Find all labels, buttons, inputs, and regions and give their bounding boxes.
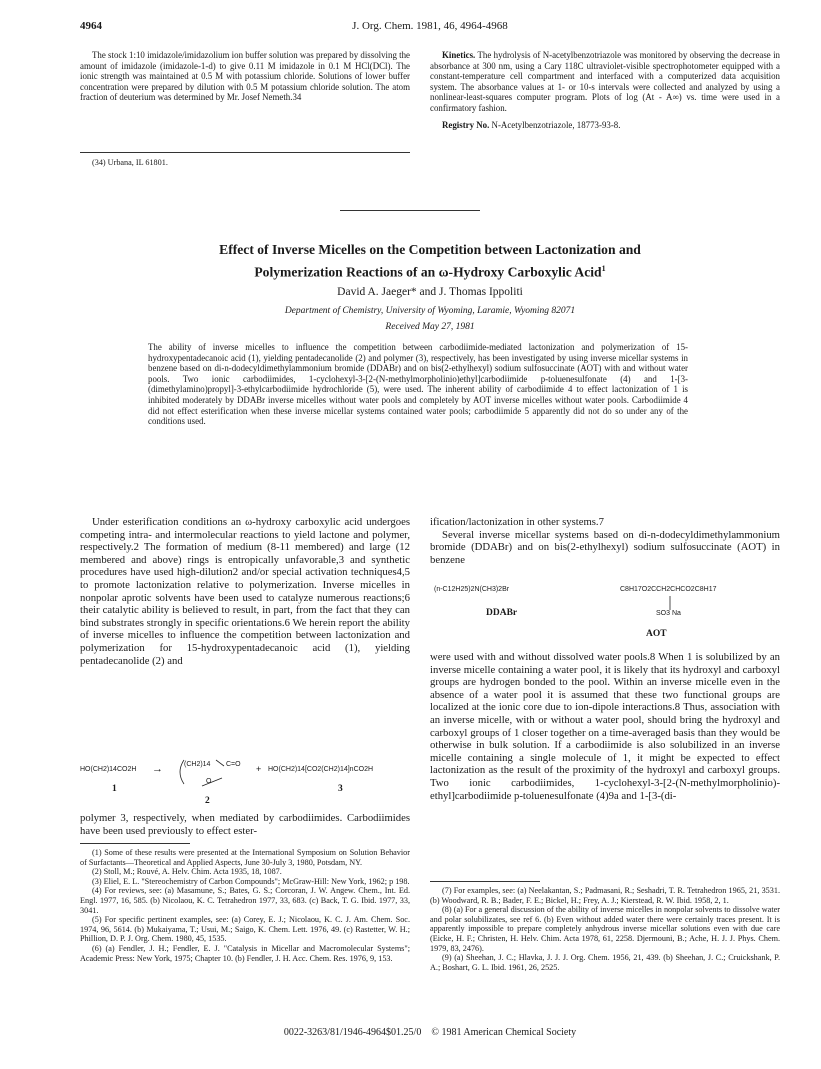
- footnote-34: (34) Urbana, IL 61801.: [92, 158, 168, 167]
- body-left-para2: [80, 812, 410, 837]
- authors: David A. Jaeger* and J. Thomas Ippoliti: [337, 286, 523, 298]
- reactant-formula: HO(CH2)14CO2H: [80, 766, 137, 773]
- aot-bond: [668, 596, 672, 610]
- footnote-rule-left: [80, 843, 190, 844]
- abstract: The ability of inverse micelles to influence the competition between carbodiimide-mediated lactonization and polymerization of 15-hydroxypentadecanoic acid (1), yielding pentadecanolide (2) and polymer (3), respectively, has been investigated by using inverse micellar systems in benzene based on di-n-dodecyldimethylammonium bromide (DDABr) and on bis(2-ethylhexyl) sodium sulfosuccinate (AOT) with and without water pools. Two ionic carbodiimides, 1-cyclohexyl-3-[2-(N-methylmorpholinio)ethyl]carbodiimide p-toluenesulfonate (4) and 1-[3-(dimethylamino)propyl]-3-ethylcarbodiimide hydrochloride (5), were used. The inherent ability of carbodiimide 4 to effect lactonization of 1 is inhibited moderately by DDABr inverse micelles without water pools and completely by AOT inverse micelles without water pools. Carbodiimide 4 did not effect esterification when these inverse micellar systems contained water pools; carbodiimide 5 apparently did not do so under any of the conditions used.: [148, 342, 688, 427]
- kinetics-heading: Kinetics.: [442, 50, 476, 60]
- title-line-1: Effect of Inverse Micelles on the Competition between Lactonization and: [219, 242, 641, 257]
- running-header: [80, 20, 780, 34]
- experimental-paragraph: The stock 1:10 imidazole/imidazolium ion buffer solution was prepared by dissolving the amount of imidazole (imidazole-1-d) to give 0.11 M imidazole in 0.1 M HCl(DCl). The ionic strength was maintained at 0.5 M with potassium chloride. Solutions of lower buffer concentration were prepared by dilution with 0.5 M potassium chloride solution. The atom fraction of deuterium was determined by Mr. Josef Nemeth.34: [80, 50, 410, 102]
- footnote-2: (2) Stoll, M.; Rouvé, A. Helv. Chim. Acta 1935, 18, 1087.: [92, 867, 282, 877]
- compound-label-2: 2: [205, 796, 210, 806]
- top-left-paragraph: [80, 50, 410, 103]
- compound-label-1: 1: [112, 784, 117, 794]
- received-date: Received May 27, 1981: [385, 322, 475, 332]
- ring-oxygen: O: [206, 778, 212, 785]
- ddabr-label: DDABr: [486, 608, 518, 618]
- page-footer: [80, 1027, 780, 1038]
- compound-label-3: 3: [338, 784, 343, 794]
- polymer-formula: HO(CH2)14[CO2(CH2)14]nCO2H: [268, 766, 374, 773]
- section-divider: [340, 210, 480, 211]
- reaction-scheme: [80, 752, 410, 812]
- continuation-paragraph: polymer 3, respectively, when mediated by carbodiimides. Carbodiimides have been used previously to effect ester-: [80, 812, 410, 837]
- surfactant-structures: [430, 578, 780, 644]
- registry-heading: Registry No.: [442, 120, 490, 130]
- intro-paragraph: Under esterification conditions an ω-hydroxy carboxylic acid undergoes competing intra- and intermolecular reactions to yield lactone and polymer, respectively.2 The formation of medium (8-11 membered) and large (12 membered and above) rings is entropically unfavorable,3 and synthetic procedures have used high-dilution2 and/or special activation techniques4,5 to promote lactonization relative to polymerization. Inverse micelles in nonpolar aprotic solvents have been used to catalyze numerous reactions;6 their catalytic ability is believed to result, in part, from the fact that they can bind substrates strongly in specific orientations.6 We herein report the ability of inverse micelles to influence the competition between lactonization and polymerization for 15-hydroxypentadecanoic acid (1), yielding pentadecanolide (2) and: [80, 516, 410, 667]
- reaction-arrow: →: [152, 763, 163, 775]
- solubilization-paragraph: were used with and without dissolved water pools.8 When 1 is solubilized by an inverse micelle containing a water pool, it is likely that its hydroxyl and carboxyl groups are hydrogen bonded to the pool. Within an inverse micelle even in the absence of a water pool it is assumed that these two functional groups are localized at the ionic core due to ion-dipole interactions.8 Thus, association with an inverse micelle, with or without a water pool, should bring the hydroxyl and carboxyl groups of 1 closer together on a time-averaged basis than they would be otherwise in bulk solution. If a carbodiimide is also solubilized in an inverse micelle containing a single molecule of 1, it might be expected to effect lactonization as the result of the proximity of the hydroxyl and carboxyl groups. Two ionic carbodiimides, 1-cyclohexyl-3-[2-(N-methylmorpholinio)-ethyl]carbodiimide p-toluenesulfonate (4)9a and 1-[3-(di-: [430, 651, 780, 802]
- footnote-6: (6) (a) Fendler, J. H.; Fendler, E. J. "Catalysis in Micellar and Macromolecular Systems"; Academic Press: New York, 1975; Chapter 10. (b) Fendler, J. H. Acc. Chem. Res. 1976, 9, 153.: [80, 943, 410, 963]
- ddabr-formula: (n-C12H25)2N(CH3)2Br: [434, 586, 510, 593]
- journal-citation: J. Org. Chem. 1981, 46, 4964-4968: [352, 20, 508, 32]
- footnote-rule-right: [430, 881, 540, 882]
- kinetics-section: [430, 50, 780, 131]
- issn-code: 0022-3263/81/1946-4964$01.25/0: [283, 1027, 422, 1038]
- page-number: 4964: [80, 20, 102, 32]
- footnotes-right: [430, 886, 780, 972]
- ification-line: ification/lactonization in other systems.7: [430, 516, 604, 528]
- article-title: [80, 240, 780, 282]
- footnote-4: (4) For reviews, see: (a) Masamune, S.; Bates, G. S.; Corcoran, J. W. Angew. Chem., Int. Ed. Engl. 1977, 16, 585. (b) Nicolaou, K. C. Tetrahedron 1977, 33, 683. (c) Back, T. G. Ibid. 1977, 33, 3041.: [80, 886, 410, 915]
- lactone-ring-bonds: [172, 752, 242, 792]
- title-line-2: Polymerization Reactions of an ω-Hydroxy Carboxylic Acid: [254, 264, 602, 280]
- systems-paragraph: Several inverse micellar systems based on di-n-dodecyldimethylammonium bromide (DDABr) and on bis(2-ethylhexyl) sodium sulfosuccinate (AOT) in benzene: [430, 528, 780, 566]
- title-footnote-mark: 1: [601, 264, 606, 273]
- body-left-para1: [80, 516, 410, 667]
- footnote-8: (8) (a) For a general discussion of the ability of inverse micelles in nonpolar solvents to dissolve water and polar solubilizates, see ref 6. (b) Even without added water there were certainly traces present. It is apparently impossible to prepare completely anhydrous inverse micellar solutions even with due care (Eicke, H. F.; Christen, H. Helv. Chim. Acta 1978, 61, 2258. Djermouni, B.; Ache, H. J. J. Phys. Chem. 1979, 83, 2476).: [430, 905, 780, 953]
- footnote-1: (1) Some of these results were presented at the International Symposium on Solution Behavior of Surfactants—Theoretical and Applied Aspects, June 30-July 3, 1980, Potsdam, NY.: [80, 848, 410, 867]
- footnote-rule-top: [80, 152, 410, 153]
- affiliation: Department of Chemistry, University of Wyoming, Laramie, Wyoming 82071: [284, 306, 576, 316]
- aot-sulfonate: SO3 Na: [656, 610, 681, 617]
- body-right-para1: [430, 516, 780, 566]
- kinetics-text: The hydrolysis of N-acetylbenzotriazole was monitored by observing the decrease in absorbance at 300 nm, using a Cary 118C ultraviolet-visible spectrophotometer equipped with a constant-temperature cell compartment and interfaced with a computerized data acquisition system. The absorbance values at 1- or 10-s intervals were collected and analyzed by using a nonlinear-least-squares computer program. Plots of log (At - A∞) vs. time were used in a confirmatory fashion.: [430, 50, 780, 113]
- registry-text: N-Acetylbenzotriazole, 18773-93-8.: [491, 120, 621, 130]
- footnote-7: (7) For examples, see: (a) Neelakantan, S.; Padmasani, R.; Seshadri, T. R. Tetrahedron 1965, 21, 3531. (b) Woodward, R. B.; Bader, F. E.; Bickel, H.; Frey, A. J.; Kierstead, R. W. Ibid. 1958, 2, 1.: [430, 886, 780, 905]
- ring-ch2: (CH2)14: [184, 761, 211, 768]
- footnote-3: (3) Eliel, E. L. "Stereochemistry of Carbon Compounds"; McGraw-Hill: New York, 1962; p 198.: [92, 876, 410, 886]
- plus-sign: +: [256, 764, 262, 774]
- ring-carbonyl: C=O: [226, 761, 241, 768]
- aot-label: AOT: [646, 629, 667, 639]
- footnote-9: (9) (a) Sheehan, J. C.; Hlavka, J. J. J. Org. Chem. 1956, 21, 439. (b) Sheehan, J. C.; Cruickshank, P. A.; Boshart, G. L. Ibid. 1961, 26, 2525.: [430, 953, 780, 972]
- footnote-5: (5) For specific pertinent examples, see: (a) Corey, E. J.; Nicolaou, K. C. J. Am. Chem. Soc. 1974, 96, 5614. (b) Mukaiyama, T.; Usui, M.; Saigo, K. Chem. Lett. 1976, 49. (c) Rastetter, W. H.; Phillion, D. P. J. Org. Chem. 1980, 45, 1535.: [80, 915, 410, 944]
- copyright-notice: © 1981 American Chemical Society: [431, 1027, 577, 1038]
- body-right-para2: [430, 651, 780, 802]
- footnotes-left: [80, 848, 410, 963]
- aot-formula: C8H17O2CCH2CHCO2C8H17: [620, 586, 717, 593]
